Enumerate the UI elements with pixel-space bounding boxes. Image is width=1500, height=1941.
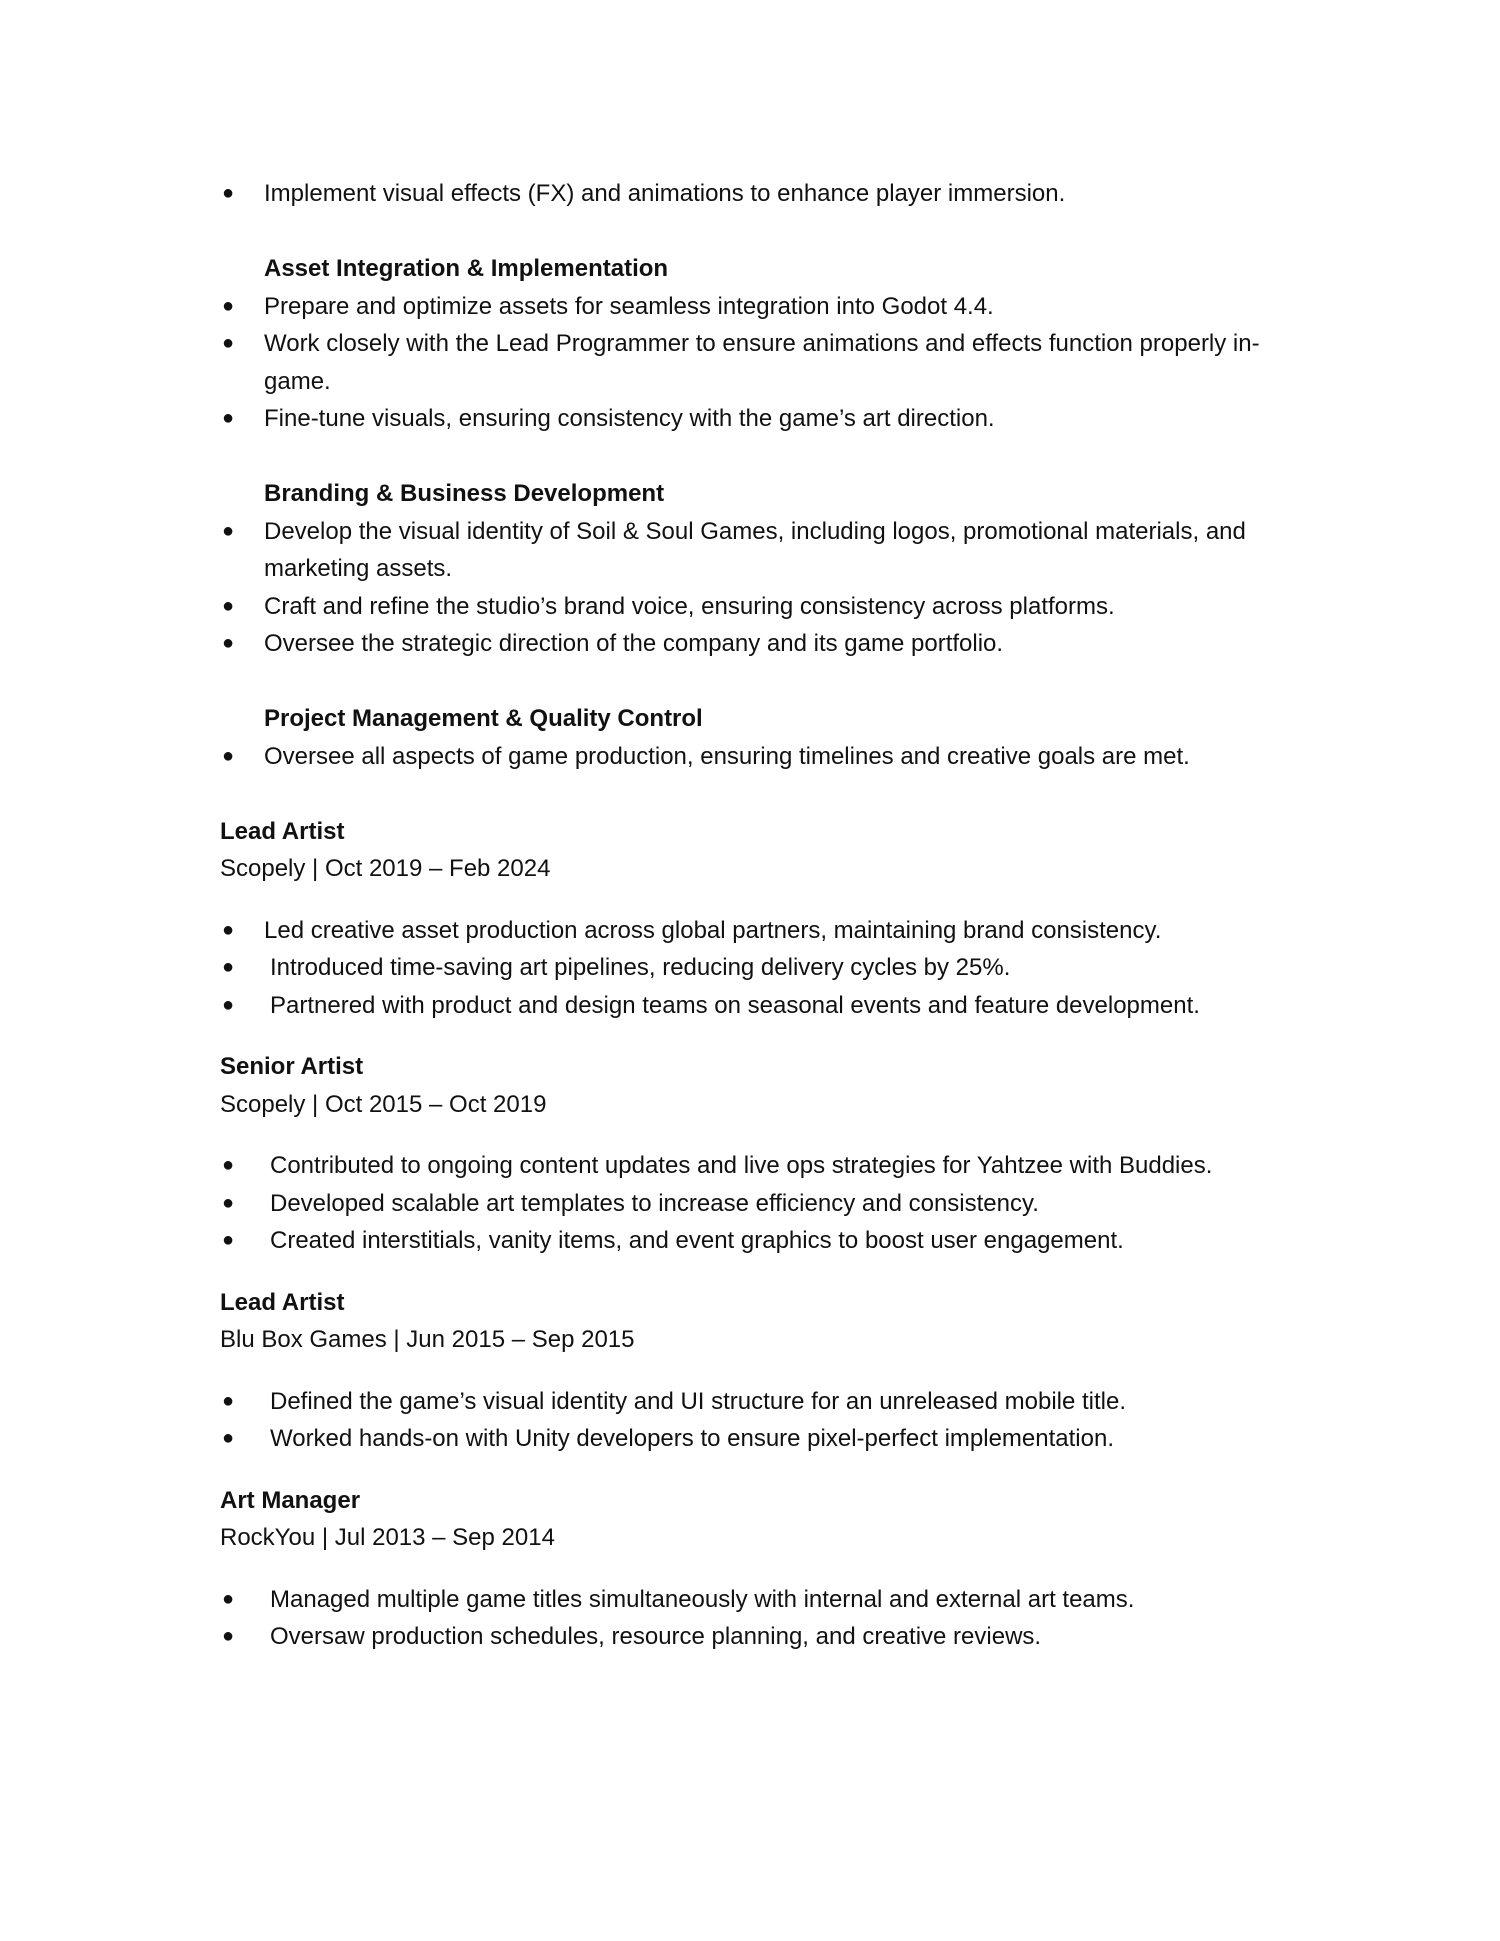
list-item bbox=[220, 625, 1300, 663]
list-item bbox=[220, 1383, 1300, 1421]
list-item bbox=[220, 1185, 1300, 1223]
role-title: Lead Artist bbox=[220, 1288, 345, 1316]
list-item bbox=[220, 288, 1300, 326]
bullet-text: Work closely with the Lead Programmer to ensure animations and effects function properly in-game. bbox=[264, 330, 1260, 395]
list-item bbox=[220, 175, 1300, 213]
bullet-text: Oversee the strategic direction of the company and its game portfolio. bbox=[264, 630, 1004, 657]
resume-content bbox=[220, 175, 1300, 1656]
bullet-text: Oversaw production schedules, resource planning, and creative reviews. bbox=[270, 1623, 1042, 1650]
bullet-icon: ● bbox=[222, 519, 235, 542]
role-title: Art Manager bbox=[220, 1486, 361, 1514]
bullet-text: Developed scalable art templates to increase efficiency and consistency. bbox=[270, 1189, 1039, 1217]
bullet-text: Implement visual effects (FX) and animations to enhance player immersion. bbox=[264, 180, 1066, 207]
list-item bbox=[220, 1420, 1300, 1458]
bullet-text: Created interstitials, vanity items, and event graphics to boost user engagement. bbox=[270, 1227, 1124, 1254]
bullet-text: Oversee all aspects of game production, ensuring timelines and creative goals are met. bbox=[264, 742, 1190, 770]
bullet-text: Prepare and optimize assets for seamless integration into Godot 4.4. bbox=[264, 292, 994, 320]
list-item bbox=[220, 1581, 1300, 1619]
bullet-text: Led creative asset production across global partners, maintaining brand consistency. bbox=[264, 916, 1162, 944]
bullet-text: Develop the visual identity of Soil & Soul Games, including logos, promotional materials, and marketing assets. bbox=[264, 517, 1246, 582]
bullet-text: Partnered with product and design teams on seasonal events and feature development. bbox=[270, 991, 1200, 1019]
bullet-icon: ● bbox=[222, 407, 235, 429]
bullet-icon: ● bbox=[222, 594, 235, 617]
bullet-icon: ● bbox=[222, 1389, 235, 1412]
section-heading-project-management: Project Management & Quality Control bbox=[264, 705, 703, 732]
section-heading-branding: Branding & Business Development bbox=[264, 480, 665, 507]
list-item bbox=[220, 912, 1300, 950]
role-title: Lead Artist bbox=[220, 817, 345, 845]
bullet-icon: ● bbox=[222, 182, 235, 204]
bullet-icon: ● bbox=[222, 993, 235, 1016]
list-item bbox=[220, 588, 1300, 626]
bullet-icon: ● bbox=[222, 918, 235, 941]
role-company-dates: Scopely | Oct 2019 – Feb 2024 bbox=[220, 855, 551, 882]
list-item bbox=[220, 513, 1300, 588]
bullet-text: Worked hands-on with Unity developers to ensure pixel-perfect implementation. bbox=[270, 1425, 1114, 1452]
bullet-text: Defined the game’s visual identity and UI structure for an unreleased mobile title. bbox=[270, 1387, 1127, 1415]
bullet-icon: ● bbox=[222, 1229, 235, 1251]
bullet-icon: ● bbox=[222, 1625, 235, 1647]
role-company-dates: RockYou | Jul 2013 – Sep 2014 bbox=[220, 1524, 555, 1551]
list-item bbox=[220, 400, 1300, 438]
bullet-icon: ● bbox=[222, 294, 235, 317]
bullet-icon: ● bbox=[222, 1154, 235, 1176]
bullet-icon: ● bbox=[222, 332, 235, 354]
bullet-text: Introduced time-saving art pipelines, reducing delivery cycles by 25%. bbox=[270, 954, 1011, 981]
role-company-dates: Blu Box Games | Jun 2015 – Sep 2015 bbox=[220, 1326, 635, 1353]
bullet-text: Fine-tune visuals, ensuring consistency with the game’s art direction. bbox=[264, 405, 995, 432]
list-item bbox=[220, 987, 1300, 1025]
bullet-icon: ● bbox=[222, 1587, 235, 1610]
list-item bbox=[220, 1222, 1300, 1260]
section-heading-asset-integration: Asset Integration & Implementation bbox=[264, 255, 669, 282]
list-item bbox=[220, 949, 1300, 987]
list-item bbox=[220, 738, 1300, 776]
role-company-dates: Scopely | Oct 2015 – Oct 2019 bbox=[220, 1090, 547, 1118]
list-item bbox=[220, 1147, 1300, 1185]
bullet-text: Contributed to ongoing content updates and live ops strategies for Yahtzee with Buddies. bbox=[270, 1152, 1213, 1179]
bullet-icon: ● bbox=[222, 956, 235, 978]
list-item bbox=[220, 325, 1300, 400]
bullet-icon: ● bbox=[222, 1191, 235, 1214]
bullet-icon: ● bbox=[222, 744, 235, 767]
list-item bbox=[220, 1618, 1300, 1656]
bullet-icon: ● bbox=[222, 1427, 235, 1449]
bullet-icon: ● bbox=[222, 632, 235, 654]
role-title: Senior Artist bbox=[220, 1053, 364, 1080]
bullet-text: Managed multiple game titles simultaneously with internal and external art teams. bbox=[270, 1585, 1135, 1613]
bullet-text: Craft and refine the studio’s brand voice, ensuring consistency across platforms. bbox=[264, 592, 1115, 620]
